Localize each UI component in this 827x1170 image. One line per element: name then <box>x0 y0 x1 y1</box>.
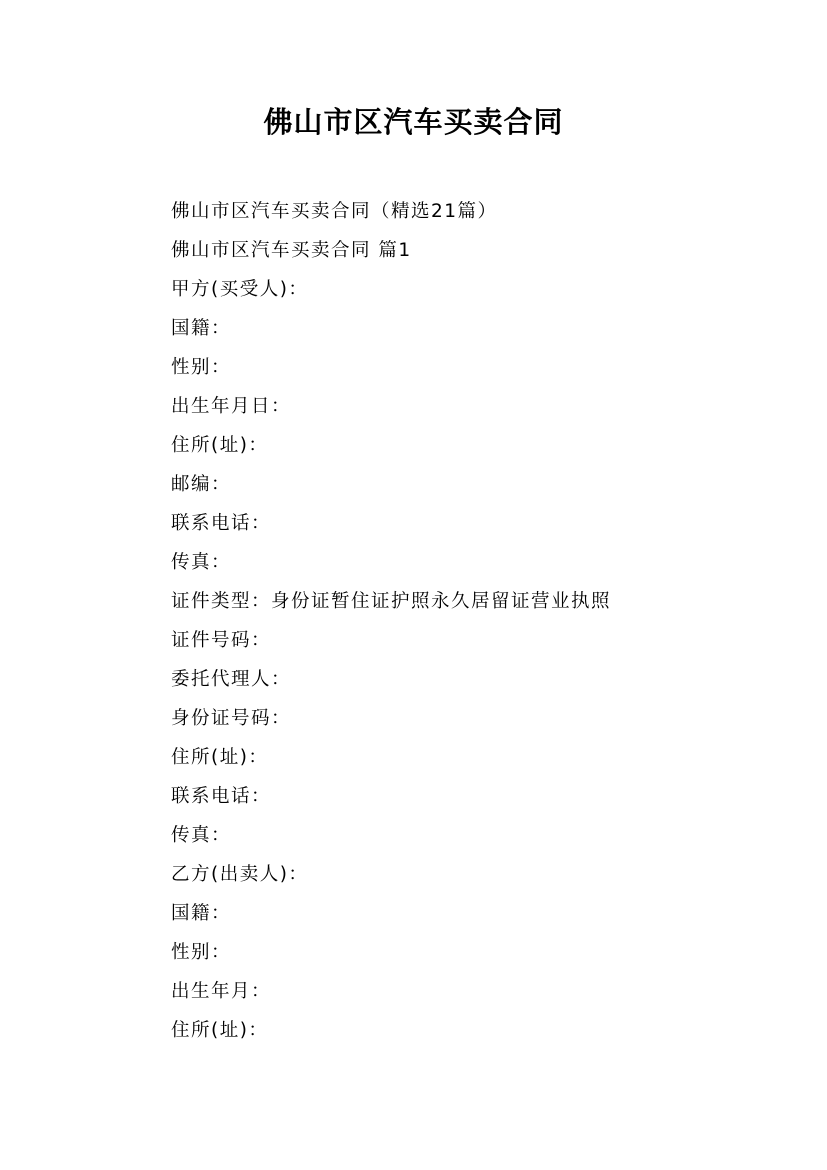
body-line: 佛山市区汽车买卖合同（精选21篇） <box>171 201 498 222</box>
body-line: 佛山市区汽车买卖合同 篇1 <box>171 240 412 261</box>
body-line: 性别： <box>171 942 232 963</box>
body-line: 传真： <box>171 552 232 573</box>
body-line: 性别： <box>171 357 232 378</box>
body-line: 住所(址)： <box>171 1020 269 1041</box>
body-line: 住所(址)： <box>171 747 269 768</box>
body-line: 委托代理人： <box>171 669 292 690</box>
body-line: 出生年月日： <box>171 396 292 417</box>
body-line: 传真： <box>171 825 232 846</box>
document-title: 佛山市区汽车买卖合同 <box>263 105 564 139</box>
body-line: 证件号码： <box>171 630 272 651</box>
body-line: 国籍： <box>171 903 232 924</box>
body-line: 证件类型：身份证暂住证护照永久居留证营业执照 <box>171 591 612 612</box>
body-line: 乙方(出卖人)： <box>171 864 309 885</box>
body-line: 国籍： <box>171 318 232 339</box>
body-line: 联系电话： <box>171 786 272 807</box>
document-body <box>171 192 791 1050</box>
body-line: 出生年月： <box>171 981 272 1002</box>
body-line: 邮编： <box>171 474 232 495</box>
body-line: 甲方(买受人)： <box>171 279 309 300</box>
body-line: 身份证号码： <box>171 708 292 729</box>
body-line: 联系电话： <box>171 513 272 534</box>
body-line: 住所(址)： <box>171 435 269 456</box>
